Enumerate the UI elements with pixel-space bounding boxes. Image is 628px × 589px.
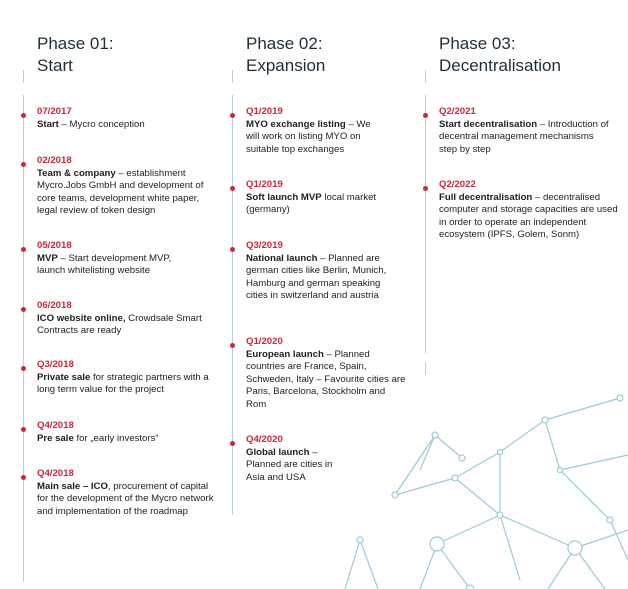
entry-heading: ICO website online,	[37, 312, 126, 324]
entry-heading: Main sale – ICO	[37, 480, 108, 492]
entry-heading: MYO exchange listing	[246, 118, 346, 130]
entry-date: Q3/2018	[37, 359, 74, 370]
timeline-dot	[21, 113, 26, 118]
entry-body: local market (germany)	[246, 191, 377, 215]
entry-date: Q4/2020	[246, 434, 283, 445]
timeline-entry	[37, 300, 227, 338]
timeline-entry	[439, 106, 609, 156]
entry-date: Q2/2021	[439, 106, 476, 117]
entry-heading: European launch	[246, 348, 324, 360]
timeline-tick	[23, 70, 24, 83]
timeline-line	[425, 95, 426, 353]
entry-heading: Global launch	[246, 446, 310, 458]
timeline-entry	[439, 179, 619, 242]
entry-heading: Start	[37, 118, 59, 130]
entry-date: Q4/2018	[37, 420, 74, 431]
entry-date: Q1/2019	[246, 179, 283, 190]
timeline-entry	[37, 359, 222, 397]
entry-body: – Planned are german cities like Berlin, Munich, Hamburg and german speaking cities in switzerland and austria	[246, 252, 387, 301]
timeline-dot	[21, 366, 26, 371]
entry-body: for strategic partners with a long term value for the project	[37, 371, 209, 395]
entry-heading: MVP	[37, 252, 58, 264]
timeline-dot	[230, 113, 235, 118]
phase-1-title-line1: Phase 01:	[37, 34, 114, 53]
timeline-dot	[230, 247, 235, 252]
entry-heading: Team & company	[37, 167, 116, 179]
timeline-entry	[37, 155, 212, 218]
timeline-line	[232, 95, 233, 515]
entry-date: 07/2017	[37, 106, 72, 117]
timeline-dot	[21, 247, 26, 252]
timeline-dot	[230, 441, 235, 446]
phase-3-title	[439, 33, 561, 77]
entry-body: – decentralised computer and storage capacities are used in order to operate an independent ecosystem (IPFS, Golem, Sonm)	[439, 191, 618, 240]
timeline-dot	[21, 427, 26, 432]
timeline-tick	[425, 70, 426, 83]
timeline-entry	[37, 240, 202, 278]
phase-3-title-line1: Phase 03:	[439, 34, 516, 53]
entry-date: Q3/2019	[246, 240, 283, 251]
timeline-dot	[230, 186, 235, 191]
timeline-entry	[37, 106, 242, 131]
entry-body: – Planned countries are France, Spain, Schweden, Italy – Favourite cities are Paris, Barcelona, Stockholm and Rom	[246, 348, 406, 410]
entry-body: – Mycro conception	[58, 118, 145, 130]
phase-1-title-line2: Start	[37, 56, 73, 75]
entry-heading: Start decentralisation	[439, 118, 538, 130]
timeline-entry	[246, 179, 396, 217]
phase-3-title-line2: Decentralisation	[439, 56, 561, 75]
timeline-entry	[37, 420, 242, 445]
entry-body: – Start development MVP, launch whitelisting website	[37, 252, 172, 276]
entry-heading: Soft launch MVP	[246, 191, 322, 203]
entry-date: 02/2018	[37, 155, 72, 166]
timeline-entry	[246, 434, 346, 484]
timeline-tick	[232, 70, 233, 83]
timeline-line	[23, 95, 24, 582]
entry-heading: National launch	[246, 252, 318, 264]
entry-body: Crowdsale Smart Contracts are ready	[37, 312, 202, 336]
entry-date: 06/2018	[37, 300, 72, 311]
entry-heading: Pre sale	[37, 432, 74, 444]
timeline-tick	[425, 362, 426, 375]
phase-2-title-line2: Expansion	[246, 56, 326, 75]
timeline-dot	[21, 162, 26, 167]
entry-body: – Planned are cities in Asia and USA	[246, 446, 333, 483]
timeline-dot	[230, 343, 235, 348]
entry-heading: Private sale	[37, 371, 91, 383]
timeline-entry	[246, 240, 396, 303]
entry-body: , procurement of capital for the development of the Mycro network and implementation of the roadmap	[37, 480, 214, 517]
timeline-entry	[37, 468, 217, 518]
phase-1-title	[37, 33, 114, 77]
timeline-dot	[21, 475, 26, 480]
entry-body: – Introduction of decentral management mechanisms step by step	[439, 118, 609, 155]
entry-body: – establishment Mycro.Jobs GmbH and development of core teams, development white paper, legal review of token design	[37, 167, 204, 216]
timeline-dot	[21, 307, 26, 312]
entry-date: Q1/2020	[246, 336, 283, 347]
entry-date: Q4/2018	[37, 468, 74, 479]
entry-body: – We will work on listing MYO on suitable top exchanges	[246, 118, 371, 155]
timeline-entry	[246, 336, 406, 411]
entry-body: for „early investors“	[73, 432, 159, 444]
entry-date: Q1/2019	[246, 106, 283, 117]
timeline-entry	[246, 106, 386, 156]
timeline-dot	[423, 186, 428, 191]
timeline-dot	[423, 113, 428, 118]
entry-date: 05/2018	[37, 240, 72, 251]
entry-date: Q2/2022	[439, 179, 476, 190]
phase-2-title-line1: Phase 02:	[246, 34, 323, 53]
entry-heading: Full decentralisation	[439, 191, 533, 203]
phase-2-title	[246, 33, 325, 77]
